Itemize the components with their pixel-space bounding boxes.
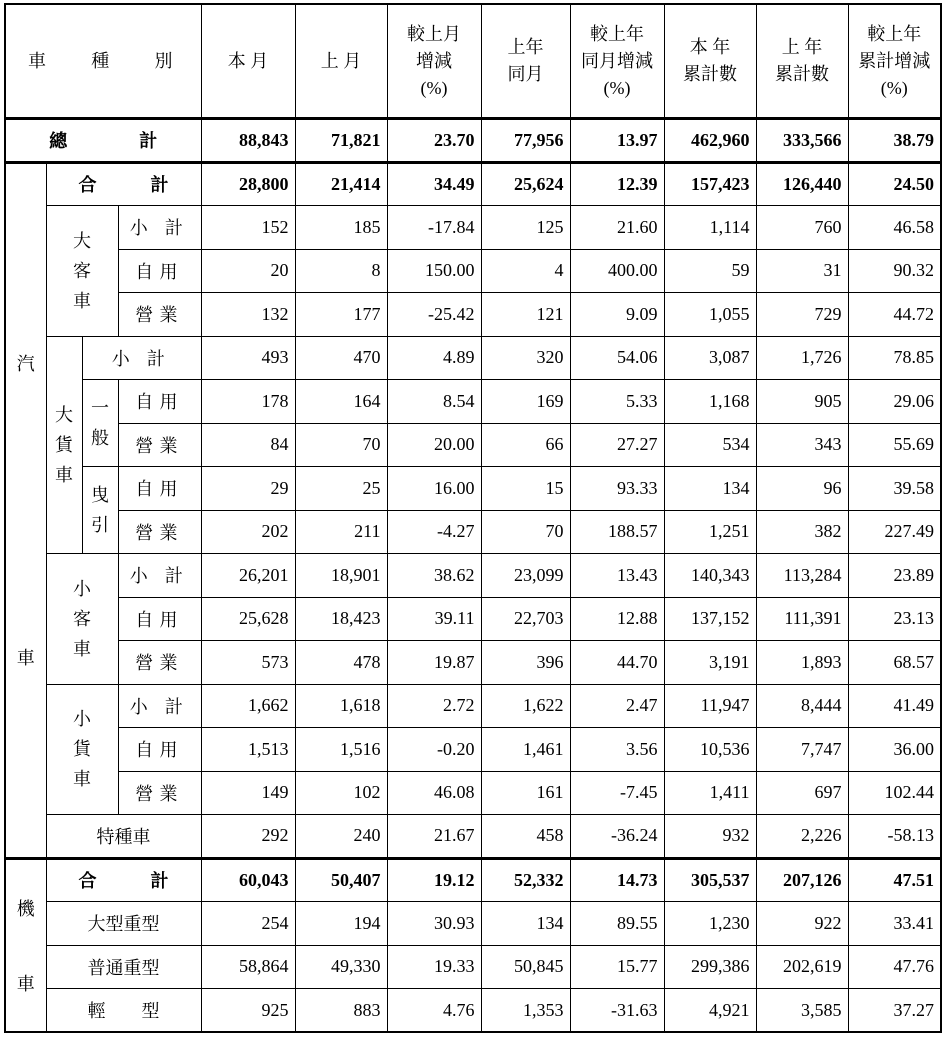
cell-ytd: 11,947 [664,684,756,728]
cell-mom-change: 16.00 [387,467,481,511]
cell-ytd-last-year: 113,284 [756,554,848,598]
cell-yoy-change: 12.88 [570,597,664,641]
cell-ytd-change: 36.00 [848,728,941,772]
cell-mom-change: 23.70 [387,119,481,163]
cell-ytd: 59 [664,249,756,293]
row-label-total: 總 計 [5,119,201,163]
row-label-commercial: 營業 [118,293,201,337]
table-row [5,206,941,250]
cell-ytd: 137,152 [664,597,756,641]
row-label-commercial: 營業 [118,423,201,467]
cell-ytd-last-year: 31 [756,249,848,293]
cell-mom-change: 150.00 [387,249,481,293]
cell-last-month: 470 [295,336,387,380]
row-label-private: 自用 [118,467,201,511]
cell-same-month-last-year: 52,332 [481,858,570,902]
cell-last-month: 164 [295,380,387,424]
cell-mom-change: 19.33 [387,945,481,989]
cell-ytd-last-year: 207,126 [756,858,848,902]
row-label-car-total: 合 計 [46,162,201,206]
cell-ytd-change: 39.58 [848,467,941,511]
table-row [5,293,941,337]
cell-last-month: 185 [295,206,387,250]
cell-yoy-change: 13.97 [570,119,664,163]
cell-ytd-change: 24.50 [848,162,941,206]
cell-ytd-last-year: 202,619 [756,945,848,989]
table-row [5,858,941,902]
cell-same-month-last-year: 25,624 [481,162,570,206]
cell-last-month: 177 [295,293,387,337]
cell-same-month-last-year: 125 [481,206,570,250]
cell-mom-change: -0.20 [387,728,481,772]
header-same-month-last-year: 上年 同月 [481,4,570,119]
table-row [5,815,941,859]
cell-ytd-change: 78.85 [848,336,941,380]
cell-yoy-change: -36.24 [570,815,664,859]
cell-this-month: 58,864 [201,945,295,989]
cell-ytd-last-year: 697 [756,771,848,815]
cell-ytd: 3,191 [664,641,756,685]
cell-yoy-change: 27.27 [570,423,664,467]
cell-same-month-last-year: 320 [481,336,570,380]
cell-ytd: 305,537 [664,858,756,902]
cell-yoy-change: 400.00 [570,249,664,293]
cell-this-month: 26,201 [201,554,295,598]
cell-last-month: 21,414 [295,162,387,206]
table-row [5,467,941,511]
row-label-private: 自用 [118,249,201,293]
cell-ytd: 140,343 [664,554,756,598]
cell-this-month: 152 [201,206,295,250]
cell-ytd-last-year: 2,226 [756,815,848,859]
cell-ytd-last-year: 760 [756,206,848,250]
row-label-subtotal: 小 計 [118,206,201,250]
cell-last-month: 240 [295,815,387,859]
cell-ytd: 462,960 [664,119,756,163]
cell-mom-change: 34.49 [387,162,481,206]
cell-ytd-change: 23.13 [848,597,941,641]
cell-this-month: 925 [201,989,295,1033]
cell-same-month-last-year: 1,353 [481,989,570,1033]
cell-ytd-last-year: 126,440 [756,162,848,206]
cell-ytd-last-year: 8,444 [756,684,848,728]
cell-yoy-change: 2.47 [570,684,664,728]
cell-last-month: 478 [295,641,387,685]
cell-this-month: 84 [201,423,295,467]
cell-yoy-change: -31.63 [570,989,664,1033]
cell-last-month: 18,423 [295,597,387,641]
group-label-big-truck: 大 貨 車 [46,336,82,554]
cell-same-month-last-year: 4 [481,249,570,293]
cell-ytd-change: 41.49 [848,684,941,728]
table-row [5,249,941,293]
cell-mom-change: -25.42 [387,293,481,337]
cell-mom-change: 46.08 [387,771,481,815]
table-row [5,684,941,728]
cell-yoy-change: 13.43 [570,554,664,598]
table-row [5,423,941,467]
table-row [5,728,941,772]
cell-ytd-last-year: 905 [756,380,848,424]
cell-same-month-last-year: 70 [481,510,570,554]
cell-mom-change: 30.93 [387,902,481,946]
cell-this-month: 20 [201,249,295,293]
row-label-heavy-large: 大型重型 [46,902,201,946]
cell-ytd: 3,087 [664,336,756,380]
row-label-private: 自用 [118,380,201,424]
header-mom-change: 較上月 增減 (%) [387,4,481,119]
cell-ytd: 134 [664,467,756,511]
cell-last-month: 194 [295,902,387,946]
cell-ytd-change: 55.69 [848,423,941,467]
row-label-special: 特種車 [46,815,201,859]
cell-ytd: 1,168 [664,380,756,424]
cell-mom-change: 4.76 [387,989,481,1033]
cell-same-month-last-year: 1,461 [481,728,570,772]
table-row [5,945,941,989]
row-label-subtotal: 小 計 [82,336,201,380]
cell-ytd: 534 [664,423,756,467]
table-row [5,162,941,206]
group-label-small-car: 小 客 車 [46,554,118,685]
table-row [5,989,941,1033]
cell-this-month: 254 [201,902,295,946]
cell-this-month: 60,043 [201,858,295,902]
cell-yoy-change: 54.06 [570,336,664,380]
cell-same-month-last-year: 15 [481,467,570,511]
cell-last-month: 70 [295,423,387,467]
cell-mom-change: 20.00 [387,423,481,467]
cell-yoy-change: 15.77 [570,945,664,989]
cell-ytd-change: 227.49 [848,510,941,554]
cell-this-month: 573 [201,641,295,685]
cell-same-month-last-year: 396 [481,641,570,685]
cell-ytd: 1,114 [664,206,756,250]
cell-yoy-change: 12.39 [570,162,664,206]
cell-same-month-last-year: 23,099 [481,554,570,598]
group-label-car: 汽 車 [5,162,46,858]
cell-last-month: 1,516 [295,728,387,772]
cell-last-month: 102 [295,771,387,815]
table-row [5,902,941,946]
cell-last-month: 883 [295,989,387,1033]
header-yoy-change: 較上年 同月增減 (%) [570,4,664,119]
row-label-commercial: 營業 [118,641,201,685]
cell-ytd-change: 90.32 [848,249,941,293]
cell-ytd-change: 47.51 [848,858,941,902]
cell-ytd-change: 68.57 [848,641,941,685]
table-row [5,510,941,554]
cell-ytd: 1,251 [664,510,756,554]
cell-ytd-last-year: 3,585 [756,989,848,1033]
cell-mom-change: 39.11 [387,597,481,641]
table-row [5,336,941,380]
cell-same-month-last-year: 161 [481,771,570,815]
cell-last-month: 71,821 [295,119,387,163]
group-label-big-bus: 大 客 車 [46,206,118,337]
cell-ytd-last-year: 7,747 [756,728,848,772]
cell-ytd-last-year: 922 [756,902,848,946]
cell-yoy-change: 9.09 [570,293,664,337]
cell-ytd-last-year: 729 [756,293,848,337]
header-ytd-change: 較上年 累計增減 (%) [848,4,941,119]
cell-yoy-change: 44.70 [570,641,664,685]
cell-mom-change: 2.72 [387,684,481,728]
row-label-private: 自用 [118,597,201,641]
cell-mom-change: 19.12 [387,858,481,902]
cell-same-month-last-year: 458 [481,815,570,859]
cell-same-month-last-year: 22,703 [481,597,570,641]
group-label-moto: 機 車 [5,858,46,1032]
cell-mom-change: 4.89 [387,336,481,380]
cell-this-month: 493 [201,336,295,380]
cell-ytd: 1,230 [664,902,756,946]
cell-ytd-last-year: 343 [756,423,848,467]
cell-mom-change: 38.62 [387,554,481,598]
cell-ytd: 1,411 [664,771,756,815]
table-row [5,641,941,685]
table-row [5,597,941,641]
row-label-subtotal: 小 計 [118,684,201,728]
cell-this-month: 25,628 [201,597,295,641]
cell-mom-change: -17.84 [387,206,481,250]
cell-ytd: 299,386 [664,945,756,989]
cell-same-month-last-year: 77,956 [481,119,570,163]
table-row [5,771,941,815]
cell-ytd-change: 29.06 [848,380,941,424]
group-label-general: 一 般 [82,380,118,467]
cell-yoy-change: 21.60 [570,206,664,250]
cell-this-month: 132 [201,293,295,337]
cell-ytd-change: 33.41 [848,902,941,946]
cell-ytd: 1,055 [664,293,756,337]
cell-ytd-last-year: 111,391 [756,597,848,641]
cell-ytd-change: 44.72 [848,293,941,337]
cell-this-month: 88,843 [201,119,295,163]
cell-yoy-change: 89.55 [570,902,664,946]
table-row [5,380,941,424]
cell-yoy-change: 3.56 [570,728,664,772]
cell-ytd-last-year: 382 [756,510,848,554]
cell-ytd: 10,536 [664,728,756,772]
cell-this-month: 28,800 [201,162,295,206]
cell-ytd-change: -58.13 [848,815,941,859]
row-label-commercial: 營業 [118,771,201,815]
cell-ytd-change: 47.76 [848,945,941,989]
cell-last-month: 1,618 [295,684,387,728]
cell-ytd: 932 [664,815,756,859]
cell-same-month-last-year: 134 [481,902,570,946]
cell-same-month-last-year: 169 [481,380,570,424]
cell-last-month: 25 [295,467,387,511]
cell-this-month: 149 [201,771,295,815]
cell-last-month: 8 [295,249,387,293]
header-ytd: 本 年 累計數 [664,4,756,119]
cell-yoy-change: 188.57 [570,510,664,554]
cell-same-month-last-year: 1,622 [481,684,570,728]
cell-last-month: 211 [295,510,387,554]
cell-ytd-change: 102.44 [848,771,941,815]
header-category: 車 種 別 [5,4,201,119]
cell-mom-change: -4.27 [387,510,481,554]
group-label-tractor: 曳 引 [82,467,118,554]
cell-this-month: 1,513 [201,728,295,772]
row-label-heavy-normal: 普通重型 [46,945,201,989]
cell-mom-change: 8.54 [387,380,481,424]
cell-this-month: 29 [201,467,295,511]
cell-this-month: 1,662 [201,684,295,728]
cell-last-month: 18,901 [295,554,387,598]
row-label-light: 輕 型 [46,989,201,1033]
cell-ytd-last-year: 333,566 [756,119,848,163]
cell-mom-change: 21.67 [387,815,481,859]
cell-same-month-last-year: 66 [481,423,570,467]
cell-ytd-change: 23.89 [848,554,941,598]
cell-same-month-last-year: 121 [481,293,570,337]
cell-yoy-change: 14.73 [570,858,664,902]
header-ytd-last-year: 上 年 累計數 [756,4,848,119]
cell-ytd-last-year: 1,726 [756,336,848,380]
cell-ytd-last-year: 96 [756,467,848,511]
cell-ytd: 157,423 [664,162,756,206]
vehicle-registration-table [4,3,942,1033]
cell-yoy-change: 93.33 [570,467,664,511]
cell-ytd-last-year: 1,893 [756,641,848,685]
cell-mom-change: 19.87 [387,641,481,685]
cell-ytd-change: 38.79 [848,119,941,163]
cell-this-month: 178 [201,380,295,424]
cell-yoy-change: -7.45 [570,771,664,815]
table-row [5,119,941,163]
cell-ytd: 4,921 [664,989,756,1033]
row-label-private: 自用 [118,728,201,772]
row-label-commercial: 營業 [118,510,201,554]
row-label-moto-total: 合 計 [46,858,201,902]
cell-last-month: 49,330 [295,945,387,989]
cell-yoy-change: 5.33 [570,380,664,424]
header-last-month: 上 月 [295,4,387,119]
cell-same-month-last-year: 50,845 [481,945,570,989]
header-this-month: 本 月 [201,4,295,119]
cell-this-month: 202 [201,510,295,554]
cell-ytd-change: 37.27 [848,989,941,1033]
group-label-small-truck: 小 貨 車 [46,684,118,815]
cell-last-month: 50,407 [295,858,387,902]
cell-this-month: 292 [201,815,295,859]
cell-ytd-change: 46.58 [848,206,941,250]
table-row [5,554,941,598]
row-label-subtotal: 小 計 [118,554,201,598]
